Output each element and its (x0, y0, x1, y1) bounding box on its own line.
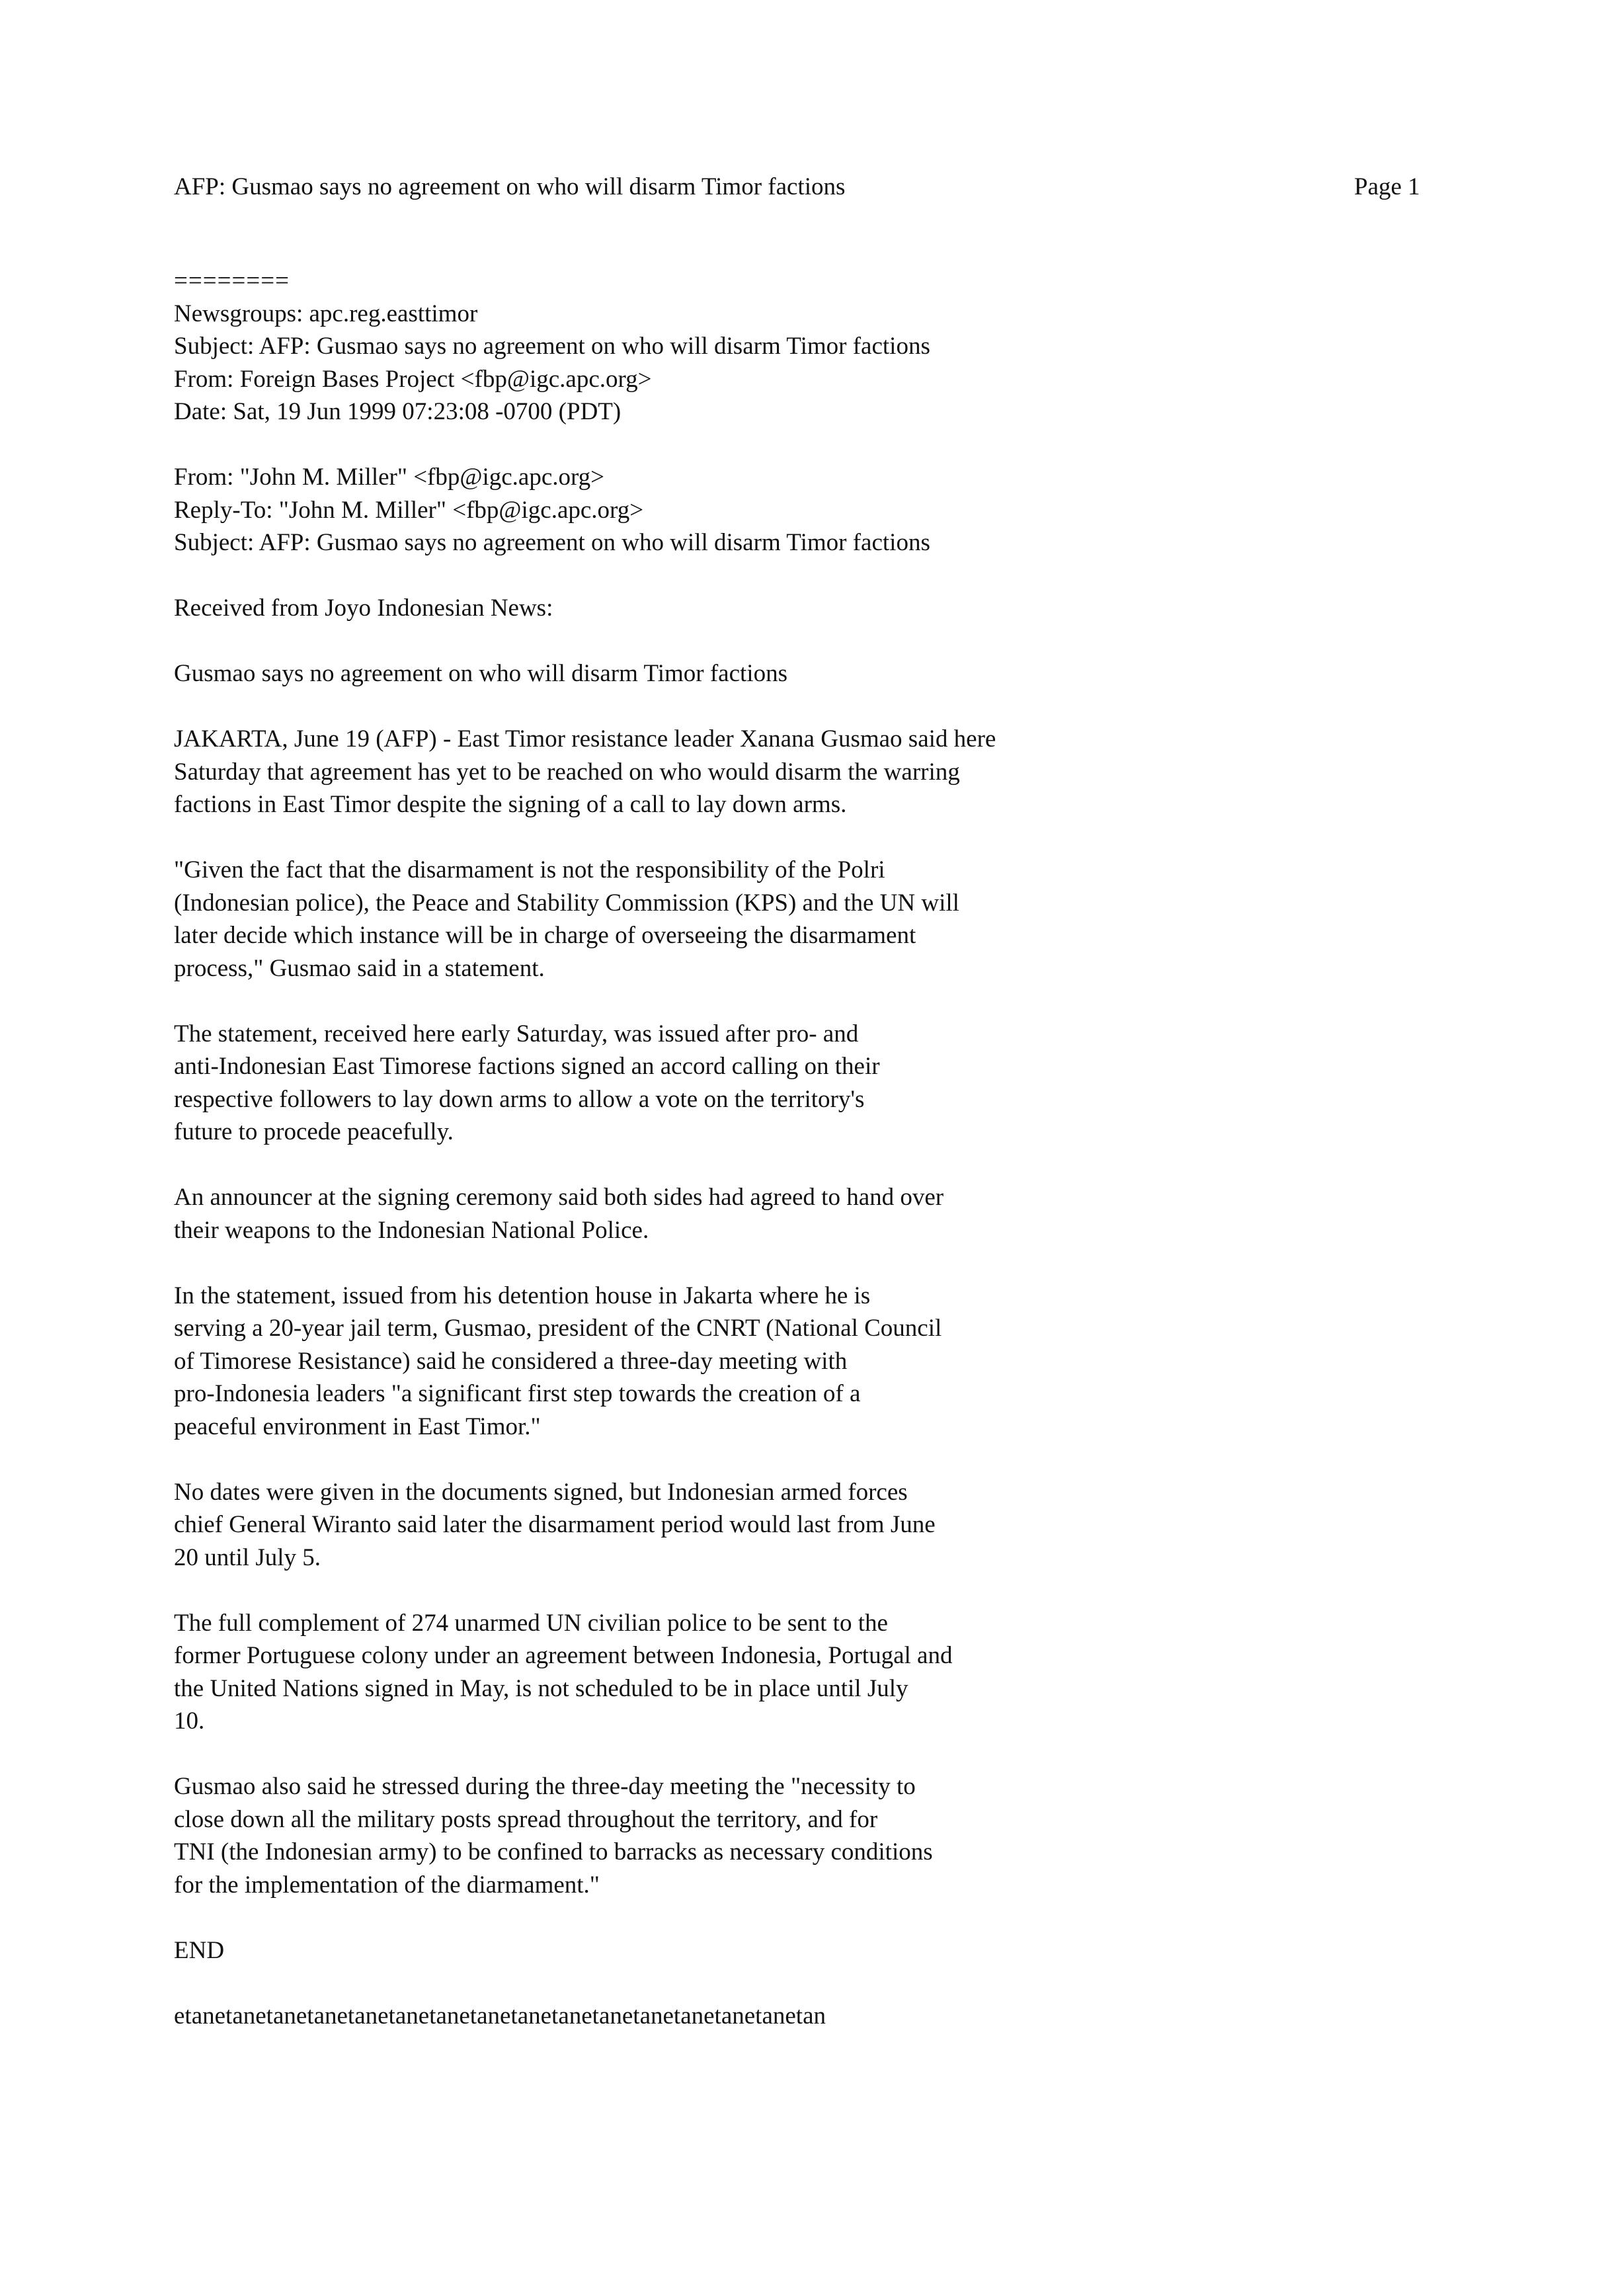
article-paragraph (174, 1018, 1311, 1149)
paragraph-line: 10. (174, 1707, 205, 1735)
paragraph-line: their weapons to the Indonesian National Police. (174, 1216, 649, 1244)
paragraph-line: pro-Indonesia leaders "a significant first step towards the creation of a (174, 1380, 861, 1407)
paragraph-line: In the statement, issued from his detention house in Jakarta where he is (174, 1282, 871, 1309)
article-paragraph (174, 1181, 1311, 1247)
paragraph-line: factions in East Timor despite the signing of a call to lay down arms. (174, 791, 847, 818)
header-newsgroups: Newsgroups: apc.reg.easttimor (174, 300, 478, 327)
article-paragraph (174, 1476, 1311, 1575)
paragraph-line: TNI (the Indonesian army) to be confined to barracks as necessary conditions (174, 1838, 933, 1866)
paragraph-line: "Given the fact that the disarmament is not the responsibility of the Polri (174, 856, 885, 883)
paragraph-line: (Indonesian police), the Peace and Stability Commission (KPS) and the UN will (174, 889, 959, 917)
received-line (174, 592, 1311, 625)
header-title: AFP: Gusmao says no agreement on who will disarm Timor factions (174, 173, 846, 200)
header-subject: Subject: AFP: Gusmao says no agreement on who will disarm Timor factions (174, 529, 930, 556)
paragraph-line: anti-Indonesian East Timorese factions signed an accord calling on their (174, 1053, 880, 1080)
paragraph-line: The full complement of 274 unarmed UN civilian police to be sent to the (174, 1609, 888, 1637)
article-paragraph (174, 723, 1311, 821)
paragraph-line: for the implementation of the diarmament." (174, 1871, 600, 1899)
paragraph-line: close down all the military posts spread throughout the territory, and for (174, 1805, 878, 1833)
header-from: From: Foreign Bases Project <fbp@igc.apc.org> (174, 365, 652, 393)
separator-rule: ======== (174, 267, 290, 294)
article-paragraph (174, 1280, 1311, 1444)
received-text: Received from Joyo Indonesian News: (174, 594, 553, 622)
header-date: Date: Sat, 19 Jun 1999 07:23:08 -0700 (PDT) (174, 398, 622, 425)
paragraph-line: future to procede peacefully. (174, 1118, 454, 1145)
paragraph-line: 20 until July 5. (174, 1543, 321, 1571)
paragraph-line: An announcer at the signing ceremony said both sides had agreed to hand over (174, 1184, 944, 1211)
article-headline (174, 657, 1311, 690)
paragraph-line: serving a 20-year jail term, Gusmao, president of the CNRT (National Council (174, 1315, 942, 1342)
paragraph-line: of Timorese Resistance) said he considered a three-day meeting with (174, 1347, 848, 1375)
paragraph-line: respective followers to lay down arms to allow a vote on the territory's (174, 1085, 865, 1113)
paragraph-line: chief General Wiranto said later the disarmament period would last from June (174, 1511, 936, 1538)
article-paragraph (174, 854, 1311, 985)
paragraph-line: later decide which instance will be in charge of overseeing the disarmament (174, 922, 916, 949)
trailer-line: etanetanetanetanetanetanetanetanetanetanetanetanetanetanetanetan (174, 2002, 826, 2030)
end-text: END (174, 1936, 225, 1964)
header-reply-to: Reply-To: "John M. Miller" <fbp@igc.apc.org> (174, 496, 644, 524)
header-from: From: "John M. Miller" <fbp@igc.apc.org> (174, 464, 605, 491)
newsgroup-headers (174, 298, 1311, 429)
mail-headers (174, 461, 1311, 559)
paragraph-line: JAKARTA, June 19 (AFP) - East Timor resistance leader Xanana Gusmao said here (174, 725, 996, 753)
end-marker (174, 1934, 1311, 1967)
paragraph-line: No dates were given in the documents signed, but Indonesian armed forces (174, 1478, 908, 1506)
article-paragraph (174, 1770, 1311, 1901)
paragraph-line: peaceful environment in East Timor." (174, 1413, 541, 1440)
page-number: Page 1 (1354, 173, 1420, 200)
headline-text: Gusmao says no agreement on who will disarm Timor factions (174, 660, 787, 687)
paragraph-line: Gusmao also said he stressed during the three-day meeting the "necessity to (174, 1773, 916, 1800)
paragraph-line: former Portuguese colony under an agreement between Indonesia, Portugal and (174, 1642, 953, 1669)
message-body (174, 265, 1311, 2032)
article-paragraph (174, 1607, 1311, 1738)
paragraph-line: process," Gusmao said in a statement. (174, 954, 545, 982)
paragraph-line: Saturday that agreement has yet to be reached on who would disarm the warring (174, 758, 960, 786)
paragraph-line: the United Nations signed in May, is not scheduled to be in place until July (174, 1674, 908, 1702)
paragraph-line: The statement, received here early Saturday, was issued after pro- and (174, 1020, 859, 1047)
header-subject: Subject: AFP: Gusmao says no agreement on who will disarm Timor factions (174, 333, 930, 360)
